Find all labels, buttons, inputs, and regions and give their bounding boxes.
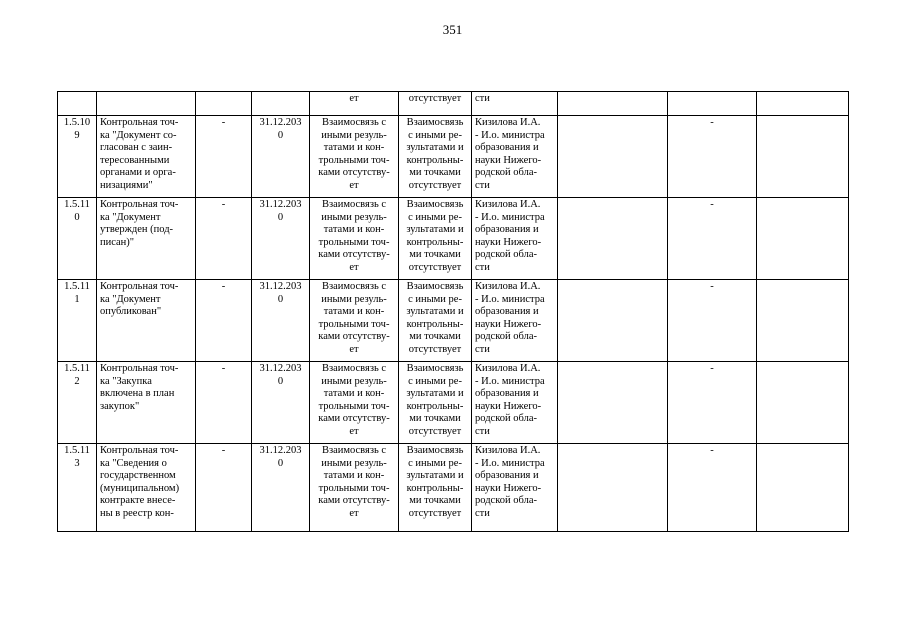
cell-number-line: 0 <box>74 211 80 223</box>
cell-relation-results-line: трольными точ- <box>318 236 390 248</box>
cell-relation-results-line: трольными точ- <box>318 318 390 330</box>
cell-responsible-line: науки Нижего- <box>475 482 542 494</box>
cell-relation-results-line: иными резуль- <box>321 457 387 469</box>
cell-relation-results-line: трольными точ- <box>318 154 390 166</box>
cell-date-line: 31.12.203 <box>259 363 302 374</box>
cell-date <box>252 362 310 444</box>
cell-number <box>58 198 97 280</box>
cell-relation-points-line: Взаимосвязь <box>406 199 464 210</box>
cell-empty <box>558 198 668 280</box>
cell-empty <box>757 444 849 532</box>
cell-responsible-line: сти <box>475 261 490 273</box>
cell-responsible <box>472 116 558 198</box>
cell-relation-points-line: зультатами и <box>406 470 464 482</box>
cell-number <box>58 280 97 362</box>
cell-relation-results-line: трольными точ- <box>318 482 390 494</box>
cell-name-line: ка "Документ <box>100 211 161 223</box>
cell-empty <box>558 116 668 198</box>
cell-name-line: закупок" <box>100 400 140 412</box>
cell-dash: - <box>196 362 252 444</box>
cell-name-line: тересованными <box>100 154 170 166</box>
cell-empty <box>558 362 668 444</box>
cell-relation-results-line: Взаимосвязь с <box>321 445 387 456</box>
page-number: 351 <box>442 22 463 37</box>
cell-name-line: ка "Сведения о <box>100 457 167 469</box>
cell-relation-points-line: Взаимосвязь <box>406 281 464 292</box>
cell-relation-results-line: ет <box>349 179 359 191</box>
cell-responsible-line: сти <box>475 179 490 191</box>
cell-name-line: (муниципальном) <box>100 482 180 494</box>
cell-number-line: 3 <box>74 457 80 469</box>
cell-responsible-line: Кизилова И.А. <box>475 117 541 128</box>
cell-relation-results-line: ет <box>349 261 359 273</box>
cell-responsible-line: родской обла- <box>475 413 537 425</box>
cell-name-line: гласован с заин- <box>100 142 173 154</box>
cell-responsible-line: - И.о. министра <box>475 211 545 223</box>
cell-name-line: контракте внесе- <box>100 495 176 507</box>
cell-responsible-line: науки Нижего- <box>475 236 542 248</box>
cell-date <box>252 116 310 198</box>
cell-number-line: 1 <box>74 293 80 305</box>
cell-dash <box>196 92 252 116</box>
cell-relation-points-line: контрольны- <box>406 236 464 248</box>
control-points-table <box>57 91 849 532</box>
cell-responsible-line: Кизилова И.А. <box>475 363 541 374</box>
cell-number-line: 9 <box>74 129 80 141</box>
cell-name-line: включена в план <box>100 388 175 400</box>
cell-responsible <box>472 198 558 280</box>
cell-responsible-line: родской обла- <box>475 495 537 507</box>
cell-date <box>252 92 310 116</box>
cell-relation-results-line: татами и кон- <box>323 388 385 400</box>
cell-empty <box>757 362 849 444</box>
cell-responsible-line: сти <box>475 425 490 437</box>
cell-extra: - <box>668 444 757 532</box>
cell-date-line: 31.12.203 <box>259 445 302 456</box>
cell-name-line: государственном <box>100 470 176 482</box>
cell-relation-points-line: отсутствует <box>408 343 462 355</box>
cell-empty <box>558 444 668 532</box>
cell-relation-points-line: отсутствует <box>408 179 462 191</box>
cell-name-line: ка "Документ со- <box>100 129 177 141</box>
table-body <box>58 92 849 532</box>
cell-relation-points-line: ми точками <box>409 167 461 179</box>
cell-number-line: 1.5.10 <box>63 117 91 128</box>
cell-number-line: 2 <box>74 375 80 387</box>
cell-relation-points-line: зультатами и <box>406 388 464 400</box>
cell-extra: - <box>668 116 757 198</box>
cell-dash: - <box>196 444 252 532</box>
cell-relation-results <box>310 444 399 532</box>
cell-relation-points <box>399 198 472 280</box>
cell-relation-results-line: иными резуль- <box>321 375 387 387</box>
cell-extra: - <box>668 280 757 362</box>
cell-responsible-line: образования и <box>475 224 539 236</box>
cell-relation-points-line: ми точками <box>409 249 461 261</box>
cell-relation-points-line: Взаимосвязь <box>406 445 464 456</box>
cell-relation-points-line: зультатами и <box>406 306 464 318</box>
cell-relation-points: отсутствует <box>399 92 472 116</box>
cell-relation-results <box>310 116 399 198</box>
table-row <box>58 198 849 280</box>
cell-relation-results-line: Взаимосвязь с <box>321 199 387 210</box>
cell-relation-points <box>399 280 472 362</box>
cell-responsible-line: - И.о. министра <box>475 293 545 305</box>
cell-name-line: опубликован" <box>100 306 162 318</box>
cell-dash: - <box>196 198 252 280</box>
cell-responsible-line: - И.о. министра <box>475 129 545 141</box>
cell-relation-points-line: с иными ре- <box>408 129 462 141</box>
cell-relation-points-line: зультатами и <box>406 142 464 154</box>
cell-responsible-line: сти <box>475 343 490 355</box>
cell-name <box>97 198 196 280</box>
cell-relation-results-line: ет <box>349 425 359 437</box>
cell-responsible-line: Кизилова И.А. <box>475 445 541 456</box>
cell-name-line: ка "Закупка <box>100 375 152 387</box>
cell-number <box>58 92 97 116</box>
cell-relation-results-line: ками отсутству- <box>318 495 390 507</box>
cell-date-line: 0 <box>277 375 284 387</box>
cell-date-line: 0 <box>277 211 284 223</box>
cell-relation-points-line: контрольны- <box>406 482 464 494</box>
cell-name <box>97 362 196 444</box>
cell-name-line: Контрольная точ- <box>100 445 179 456</box>
cell-responsible-line: Кизилова И.А. <box>475 281 541 292</box>
cell-responsible-line: родской обла- <box>475 167 537 179</box>
cell-date <box>252 198 310 280</box>
cell-name-line: ка "Документ <box>100 293 161 305</box>
cell-extra: - <box>668 362 757 444</box>
cell-date-line: 31.12.203 <box>259 281 302 292</box>
cell-dash: - <box>196 116 252 198</box>
cell-relation-points-line: контрольны- <box>406 400 464 412</box>
cell-empty <box>668 92 757 116</box>
cell-number <box>58 116 97 198</box>
cell-relation-points-line: ми точками <box>409 331 461 343</box>
cell-number-line: 1.5.11 <box>64 363 90 374</box>
cell-responsible-line: образования и <box>475 470 539 482</box>
cell-relation-points-line: контрольны- <box>406 154 464 166</box>
cell-relation-results-line: иными резуль- <box>321 129 387 141</box>
cell-relation-points-line: с иными ре- <box>408 375 462 387</box>
cell-responsible <box>472 444 558 532</box>
cell-date-line: 31.12.203 <box>259 199 302 210</box>
cell-relation-results-line: татами и кон- <box>323 306 385 318</box>
cell-relation-results-line: ками отсутству- <box>318 167 390 179</box>
cell-relation-points-line: с иными ре- <box>408 457 462 469</box>
cell-name-line: Контрольная точ- <box>100 363 179 374</box>
cell-empty <box>757 280 849 362</box>
cell-relation-points-line: контрольны- <box>406 318 464 330</box>
cell-relation-results-line: трольными точ- <box>318 400 390 412</box>
cell-relation-points <box>399 362 472 444</box>
cell-relation-points-line: отсутствует <box>408 507 462 519</box>
cell-relation-points <box>399 444 472 532</box>
cell-number <box>58 362 97 444</box>
cell-empty <box>558 280 668 362</box>
cell-responsible-line: науки Нижего- <box>475 154 542 166</box>
cell-relation-results-line: татами и кон- <box>323 470 385 482</box>
cell-number-line: 1.5.11 <box>64 281 90 292</box>
cell-name-line: органами и орга- <box>100 167 176 179</box>
table-row <box>58 116 849 198</box>
table-row <box>58 280 849 362</box>
cell-date-line: 0 <box>277 129 284 141</box>
cell-responsible-line: - И.о. министра <box>475 375 545 387</box>
cell-relation-results-line: иными резуль- <box>321 211 387 223</box>
cell-responsible-line: науки Нижего- <box>475 318 542 330</box>
cell-relation-results-line: Взаимосвязь с <box>321 363 387 374</box>
cell-relation-points-line: с иными ре- <box>408 293 462 305</box>
cell-relation-results-line: татами и кон- <box>323 142 385 154</box>
cell-responsible <box>472 280 558 362</box>
cell-date <box>252 280 310 362</box>
cell-responsible <box>472 362 558 444</box>
table-row <box>58 92 849 116</box>
cell-name-line: Контрольная точ- <box>100 281 179 292</box>
cell-name <box>97 92 196 116</box>
cell-empty <box>757 92 849 116</box>
cell-date-line: 0 <box>277 457 284 469</box>
cell-relation-results: ет <box>310 92 399 116</box>
cell-number <box>58 444 97 532</box>
cell-relation-points-line: ми точками <box>409 495 461 507</box>
cell-relation-points-line: ми точками <box>409 413 461 425</box>
cell-date-line: 0 <box>277 293 284 305</box>
cell-number-line: 1.5.11 <box>64 445 90 456</box>
cell-responsible-line: науки Нижего- <box>475 400 542 412</box>
cell-responsible-line: родской обла- <box>475 249 537 261</box>
cell-relation-points-line: зультатами и <box>406 224 464 236</box>
cell-relation-points-line: Взаимосвязь <box>406 117 464 128</box>
cell-responsible-line: - И.о. министра <box>475 457 545 469</box>
cell-dash: - <box>196 280 252 362</box>
cell-relation-results <box>310 280 399 362</box>
cell-responsible-line: Кизилова И.А. <box>475 199 541 210</box>
cell-responsible-line: образования и <box>475 142 539 154</box>
cell-name <box>97 444 196 532</box>
cell-empty <box>757 198 849 280</box>
cell-responsible-line: родской обла- <box>475 331 537 343</box>
cell-relation-results-line: ками отсутству- <box>318 331 390 343</box>
cell-name-line: утвержден (под- <box>100 224 174 236</box>
cell-number-line: 1.5.11 <box>64 199 90 210</box>
cell-extra: - <box>668 198 757 280</box>
cell-name-line: Контрольная точ- <box>100 199 179 210</box>
cell-relation-points-line: с иными ре- <box>408 211 462 223</box>
cell-empty <box>558 92 668 116</box>
cell-name-line: Контрольная точ- <box>100 117 179 128</box>
cell-name-line: низациями" <box>100 179 153 191</box>
cell-relation-results <box>310 198 399 280</box>
cell-relation-results-line: ет <box>349 507 359 519</box>
cell-relation-results-line: Взаимосвязь с <box>321 117 387 128</box>
cell-relation-results-line: ет <box>349 343 359 355</box>
cell-name-line: ны в реестр кон- <box>100 507 174 519</box>
cell-date <box>252 444 310 532</box>
cell-responsible: сти <box>472 92 558 116</box>
cell-name <box>97 280 196 362</box>
cell-relation-points <box>399 116 472 198</box>
cell-responsible-line: образования и <box>475 388 539 400</box>
cell-empty <box>757 116 849 198</box>
cell-relation-results-line: Взаимосвязь с <box>321 281 387 292</box>
cell-relation-results <box>310 362 399 444</box>
cell-relation-points-line: отсутствует <box>408 261 462 273</box>
cell-relation-points-line: Взаимосвязь <box>406 363 464 374</box>
cell-name-line: писан)" <box>100 236 135 248</box>
cell-relation-results-line: иными резуль- <box>321 293 387 305</box>
cell-name <box>97 116 196 198</box>
cell-relation-results-line: ками отсутству- <box>318 249 390 261</box>
cell-date-line: 31.12.203 <box>259 117 302 128</box>
table-row <box>58 444 849 532</box>
cell-relation-results-line: ками отсутству- <box>318 413 390 425</box>
cell-relation-points-line: отсутствует <box>408 425 462 437</box>
cell-responsible-line: сти <box>475 507 490 519</box>
cell-responsible-line: образования и <box>475 306 539 318</box>
cell-relation-results-line: татами и кон- <box>323 224 385 236</box>
table-row <box>58 362 849 444</box>
